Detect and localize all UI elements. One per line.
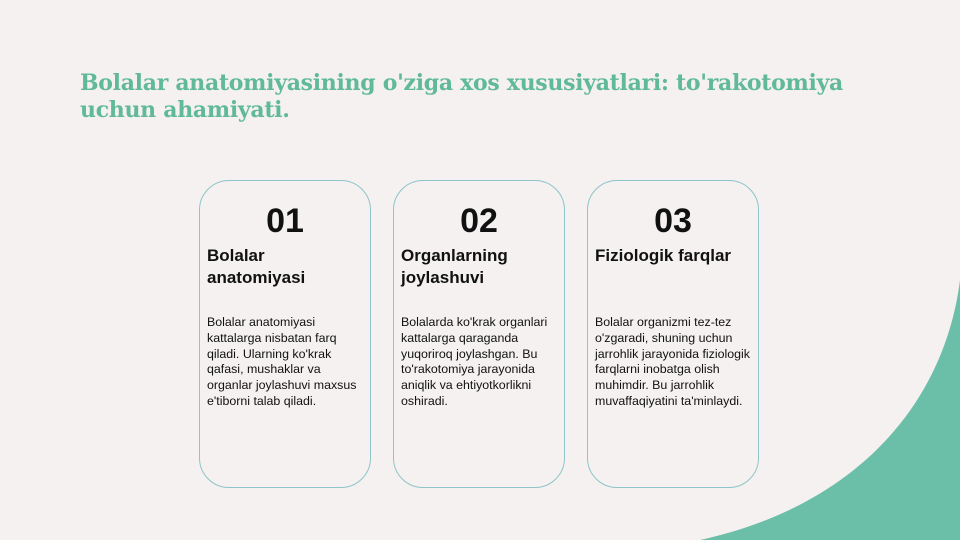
card-number: 02 — [460, 202, 498, 240]
card-bolalar-anatomiyasi — [199, 180, 371, 488]
card-body: Bolalar anatomiyasi kattalarga nisbatan farq qiladi. Ularning ko'krak qafasi, mushaklar va organlar joylashuvi maxsus e'tiborni talab qiladi. — [207, 315, 357, 408]
card-heading: Organlarning joylashuvi — [401, 246, 508, 287]
card-number: 01 — [266, 202, 304, 240]
card-heading: Fiziologik farqlar — [595, 246, 732, 265]
card-organlarning-joylashuvi — [393, 180, 565, 488]
card-body: Bolalarda ko'krak organlari kattalarga qaraganda yuqoriroq joylashgan. Bu to'rakotomiya jarayonida aniqlik va ehtiyotkorlikni oshiradi. — [401, 315, 548, 408]
card-body: Bolalar organizmi tez-tez o'zgaradi, shuning uchun jarrohlik jarayonida fiziologik farqlarni inobatga olish muhimdir. Bu jarrohlik muvaffaqiyatini ta'minlaydi. — [595, 315, 750, 408]
slide-title: Bolalar anatomiyasining o'ziga xos xususiyatlari: to'rakotomiya uchun ahamiyati. — [80, 70, 844, 123]
card-heading: Bolalar anatomiyasi — [207, 246, 306, 287]
card-fiziologik-farqlar — [587, 180, 759, 488]
card-number: 03 — [654, 202, 692, 240]
